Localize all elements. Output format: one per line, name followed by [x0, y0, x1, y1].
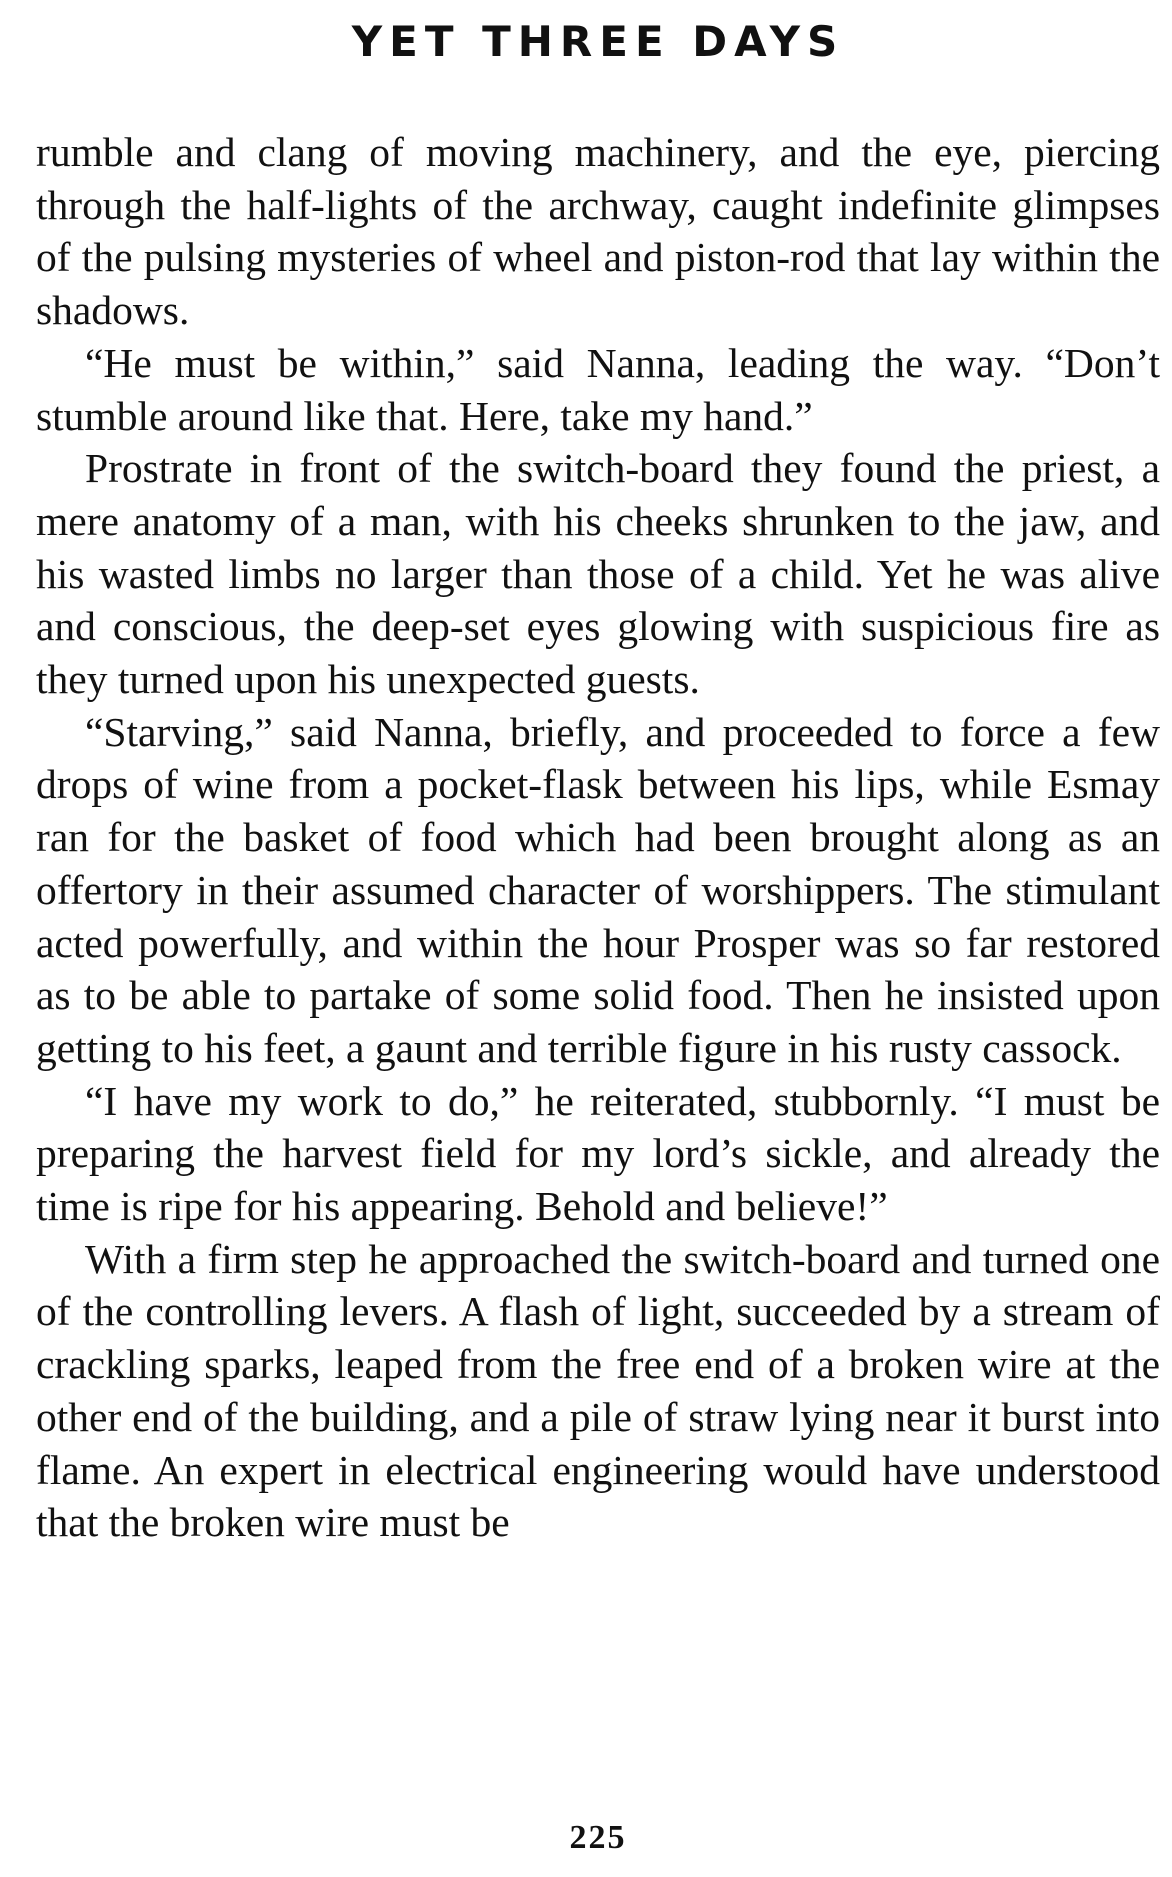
paragraph: Prostrate in front of the switch-board they found the priest, a mere anatomy of a man, with his cheeks shrunken to the jaw, and his wasted limbs no larger than those of a child. Yet he was alive and conscious, the deep-set eyes glowing with suspicious fire as they turned upon his unexpected guests.: [36, 445, 1160, 703]
paragraph: “Starving,” said Nanna, briefly, and proceeded to force a few drops of wine from a pocket-flask between his lips, while Esmay ran for the basket of food which had been brought along as an offertory in their assumed character of worshippers. The stimulant acted powerfully, and within the hour Prosper was so far restored as to be able to partake of some solid food. Then he insisted upon getting to his feet, a gaunt and terrible figure in his rusty cassock.: [36, 708, 1160, 1071]
running-head-title: YET THREE DAYS: [351, 17, 845, 66]
book-page: [36, 14, 1160, 1864]
page-number: 225: [569, 1819, 627, 1856]
body-text: [36, 126, 1160, 1549]
paragraph-continued: rumble and clang of moving machinery, and the eye, piercing through the half-lights of the archway, caught indefinite glimpses of the pulsing mysteries of wheel and piston-rod that lay within the shadows.: [36, 129, 1160, 334]
paragraph: With a firm step he approached the switch-board and turned one of the controlling levers. A flash of light, succeeded by a stream of crackling sparks, leaped from the free end of a broken wire at the other end of the building, and a pile of straw lying near it burst into flame. An expert in electrical engineering would have understood that the broken wire must be: [36, 1235, 1160, 1546]
paragraph: “I have my work to do,” he reiterated, stubbornly. “I must be preparing the harvest field for my lord’s sickle, and already the time is ripe for his appearing. Behold and believe!”: [36, 1077, 1160, 1230]
paragraph: “He must be within,” said Nanna, leading the way. “Don’t stumble around like that. Here, take my hand.”: [36, 339, 1160, 439]
